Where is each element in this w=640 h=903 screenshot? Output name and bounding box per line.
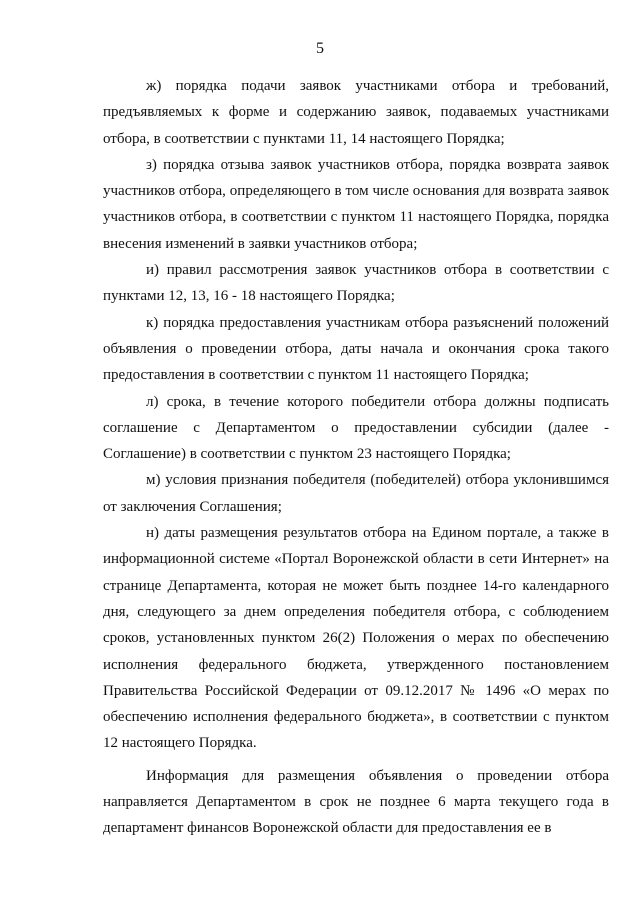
paragraph-z: з) порядка отзыва заявок участников отбора, порядка возврата заявок участников отбора, определяющего в том числе основания для возврата заявок участников отбора, в соответствии с пунктом 11 настоящего Порядка, порядка внесения изменений в заявки участников отбора; [103,156,609,252]
document-body [103,73,609,842]
paragraph-information: Информация для размещения объявления о проведении отбора направляется Департаментом в срок не позднее 6 марта текущего года в департамент финансов Воронежской области для предоставления ее в [103,767,609,837]
paragraph-n: н) даты размещения результатов отбора на Едином портале, а также в информационной системе «Портал Воронежской области в сети Интернет» на странице Департамента, которая не может быть позднее 14-го календарного дня, следующего за днем определения победителя отбора, с соблюдением сроков, установленных пунктом 26(2) Положения о мерах по обеспечению исполнения федерального бюджета, утвержденного постановлением Правительства Российской Федерации от 09.12.2017 № 1496 «О мерах по обеспечению исполнения федерального бюджета», в соответствии с пунктом 12 настоящего Порядка. [103,525,609,752]
paragraph-i: и) правил рассмотрения заявок участников отбора в соответствии с пунктами 12, 13, 16 - 18 настоящего Порядка; [103,262,609,305]
paragraph-l: л) срока, в течение которого победители отбора должны подписать соглашение с Департаментом о предоставлении субсидии (далее - Соглашение) в соответствии с пунктом 23 настоящего Порядка; [103,393,609,463]
paragraph-k: к) порядка предоставления участникам отбора разъяснений положений объявления о проведении отбора, даты начала и окончания срока такого предоставления в соответствии с пунктом 11 настоящего Порядка; [103,314,609,384]
paragraph-zh: ж) порядка подачи заявок участниками отбора и требований, предъявляемых к форме и содержанию заявок, подаваемых участниками отбора, в соответствии с пунктами 11, 14 настоящего Порядка; [103,78,609,147]
page-number: 5 [316,40,324,57]
paragraph-m: м) условия признания победителя (победителей) отбора уклонившимся от заключения Соглашения; [103,472,609,515]
